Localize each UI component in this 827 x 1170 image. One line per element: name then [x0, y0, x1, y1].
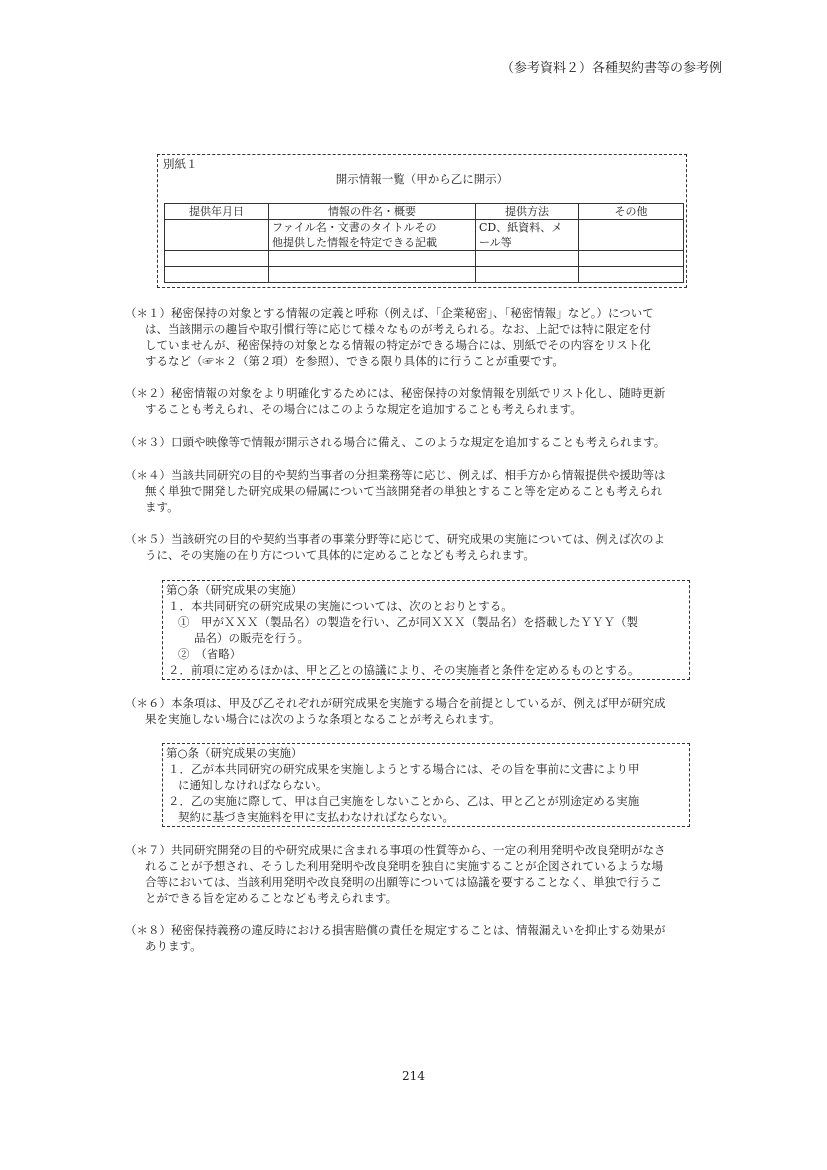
note-7 [125, 842, 715, 906]
note-line: （＊３）口頭や映像等で情報が開示される場合に備え、このような規定を追加することも考えられます。 [125, 435, 666, 449]
clause-box-2 [162, 743, 690, 827]
table-cell [165, 267, 269, 283]
note-line: 合等においては、当該利用発明や改良発明の出願等については協議を要することなく、単独で行うこ [145, 875, 663, 889]
clause-item: １．乙が本共同研究の研究成果を実施しようとする場合には、その旨を事前に文書により甲 [168, 762, 640, 776]
table-cell [165, 251, 269, 267]
table-row [165, 251, 684, 267]
note-line: うに、その実施の在り方について具体的に定めることなども考えられます。 [145, 548, 535, 562]
column-header: 提供年月日 [165, 204, 269, 220]
table-cell-method [476, 220, 579, 251]
clause-title: 第○条（研究成果の実施） [166, 583, 303, 597]
table-row [165, 267, 684, 283]
clause-item-cont: 契約に基づき実施料を甲に支払わなければならない。 [178, 810, 454, 824]
disclosure-table [164, 203, 684, 283]
note-line: あります。 [145, 939, 202, 953]
note-line: とができる旨を定めることなども考えられます。 [145, 891, 398, 905]
clause-item-cont: に通知しなければならない。 [178, 778, 328, 792]
note-4 [125, 467, 715, 515]
page-number: 214 [402, 1069, 425, 1083]
clause-item: １．本共同研究の研究成果の実施については、次のとおりとする。 [168, 599, 513, 613]
column-header: 情報の件名・概要 [269, 204, 476, 220]
note-line: することも考えられ、その場合にはこのような規定を追加することも考えられます。 [145, 402, 582, 416]
clause-title: 第○条（研究成果の実施） [166, 746, 303, 760]
attachment-label: 別紙１ [163, 157, 198, 171]
clause-subitem: ② （省略） [178, 647, 242, 661]
note-line: 果を実施しない場合には次のような条項となることが考えられます。 [145, 712, 501, 726]
table-cell [579, 251, 684, 267]
note-line: （＊７）共同研究開発の目的や研究成果に含まれる事項の性質等から、一定の利用発明や改良発明がなさ [125, 843, 666, 857]
table-cell [269, 267, 476, 283]
method-line: ール等 [479, 236, 512, 249]
clause-item: ２．乙の実施に際して、甲は自己実施をしないことから、乙は、甲と乙とが別途定める実施 [168, 794, 640, 808]
note-line: 無く単独で開発した研究成果の帰属について当該開発者の単独とすること等を定めることも考えられ [145, 484, 663, 498]
note-line: れることが予想され、そうした利用発明や改良発明を独自に実施することが企図されているような場 [145, 859, 664, 873]
table-cell [579, 267, 684, 283]
note-6 [125, 695, 715, 727]
table-cell-subject [269, 220, 476, 251]
note-line: （＊５）当該研究の目的や契約当事者の事業分野等に応じて、研究成果の実施については、例えば次のよ [125, 532, 666, 546]
column-header: 提供方法 [476, 204, 579, 220]
table-cell [476, 267, 579, 283]
subject-line: ファイル名・文書のタイトルその [272, 221, 437, 234]
note-line: は、当該開示の趣旨や取引慣行等に応じて様々なものが考えられる。なお、上記では特に限定を付 [145, 322, 651, 336]
column-header: その他 [579, 204, 684, 220]
clause-subitem: 品名）の販売を行う。 [194, 631, 309, 645]
method-line: CD、紙資料、メ [479, 221, 563, 234]
note-line: （＊１）秘密保持の対象とする情報の定義と呼称（例えば、「企業秘密」、「秘密情報」など。）について [125, 306, 654, 320]
note-line: ます。 [145, 500, 179, 514]
note-line: していませんが、秘密保持の対象となる情報の特定ができる場合には、別紙でその内容をリスト化 [145, 338, 651, 352]
note-line: （＊６）本条項は、甲及び乙それぞれが研究成果を実施する場合を前提としているが、例えば甲が研究成 [125, 696, 666, 710]
note-line: するなど（☞＊２（第２項）を参照）、できる限り具体的に行うことが重要です。 [145, 354, 564, 368]
clause-subitem: ① 甲がＸＸＸ（製品名）の製造を行い、乙が同ＸＸＸ（製品名）を搭載したＹＹＹ（製 [178, 615, 638, 629]
table-cell-other [579, 220, 684, 251]
note-8 [125, 922, 715, 954]
subject-line: 他提供した情報を特定できる記載 [272, 236, 437, 249]
table-row [165, 220, 684, 251]
table-cell [269, 251, 476, 267]
note-3 [125, 434, 715, 450]
table-cell [476, 251, 579, 267]
note-line: （＊８）秘密保持義務の違反時における損害賠償の責任を規定することは、情報漏えいを抑止する効果が [125, 923, 666, 937]
note-5 [125, 531, 715, 563]
note-line: （＊４）当該共同研究の目的や契約当事者の分担業務等に応じ、例えば、相手方から情報提供や援助等は [125, 468, 666, 482]
attachment-title: 開示情報一覧（甲から乙に開示） [335, 172, 509, 186]
page-header: （参考資料２）各種契約書等の参考例 [500, 61, 722, 76]
table-cell-date [165, 220, 269, 251]
clause-box-1 [162, 580, 690, 680]
note-line: （＊２）秘密情報の対象をより明確化するためには、秘密保持の対象情報を別紙でリスト化し、随時更新 [125, 386, 666, 400]
note-2 [125, 385, 715, 417]
table-header-row [165, 204, 684, 220]
clause-item: ２．前項に定めるほかは、甲と乙との協議により、その実施者と条件を定めるものとする。 [168, 663, 640, 677]
note-1 [125, 305, 715, 369]
